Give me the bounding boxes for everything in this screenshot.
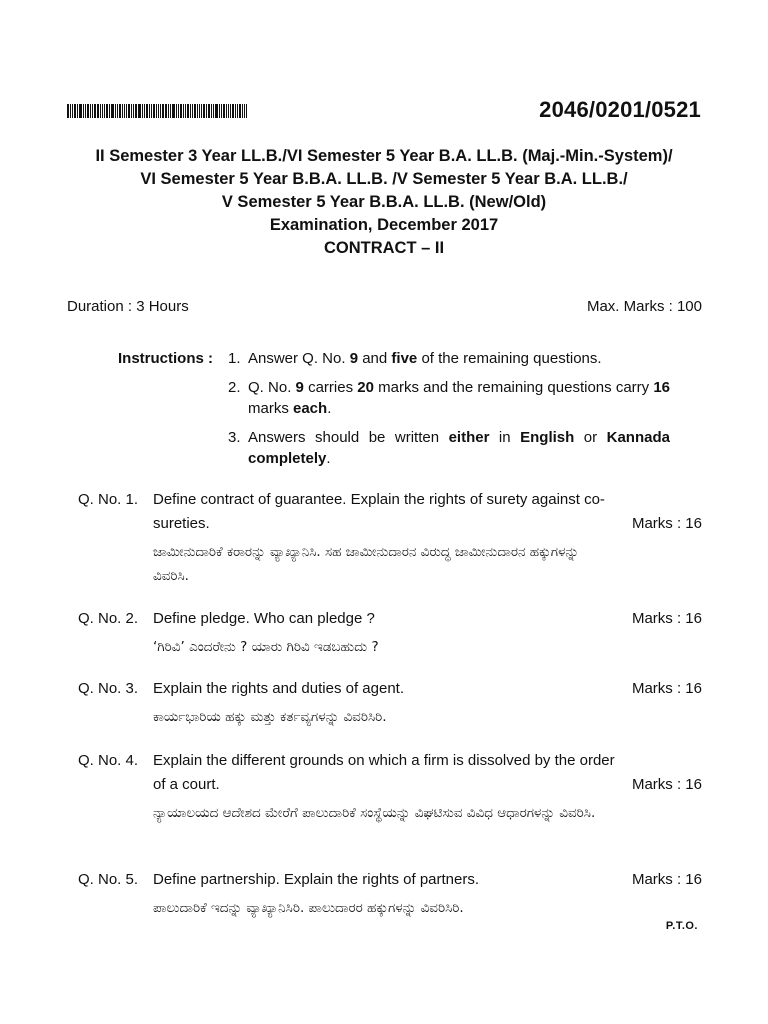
barcode-bar <box>124 104 125 118</box>
barcode-bar <box>176 104 177 118</box>
barcode-bar <box>244 104 245 118</box>
barcode-bar <box>144 104 145 118</box>
barcode-bar <box>77 104 78 118</box>
barcode-bar <box>79 104 82 118</box>
barcode-bar <box>235 104 236 118</box>
barcode-bar <box>221 104 222 118</box>
barcode-bar <box>138 104 141 118</box>
barcode-bar <box>149 104 150 118</box>
barcode-bar <box>185 104 186 118</box>
barcode-bar <box>232 104 234 118</box>
barcode-bar <box>158 104 159 118</box>
pto-note: P.T.O. <box>665 920 698 932</box>
barcode-bar <box>67 104 69 118</box>
barcode-bar <box>165 104 167 118</box>
barcode-bar <box>70 104 71 118</box>
instruction-item: 1. Answer Q. No. 9 and five of the remaining questions. <box>228 350 602 367</box>
barcode-bar <box>102 104 103 118</box>
barcode-bar <box>228 104 229 118</box>
question-text: Explain the rights and duties of agent. <box>153 680 405 697</box>
instructions-label: Instructions : <box>118 350 214 367</box>
barcode-bar <box>201 104 202 118</box>
barcode-bar <box>239 104 241 118</box>
barcode-bar <box>213 104 214 118</box>
barcode-bar <box>230 104 231 118</box>
barcode-bar <box>115 104 116 118</box>
barcode-bar <box>106 104 108 118</box>
instruction-item: 3. Answers should be written either in English or Kannada completely. <box>228 429 670 467</box>
question-text: Define partnership. Explain the rights of partners. <box>153 871 480 888</box>
barcode-bar <box>178 104 179 118</box>
exam-meta <box>67 298 702 315</box>
barcode-bar <box>117 104 118 118</box>
barcode-bar <box>151 104 152 118</box>
barcode-bar <box>162 104 164 118</box>
marks: Marks : 16 <box>631 680 702 697</box>
question-text: Define contract of guarantee. Explain the rights of surety against co-sureties. <box>153 491 605 532</box>
question-text: Explain the different grounds on which a firm is dissolved by the order of a court. <box>153 752 615 793</box>
question-text-kannada: ಜಾಮೀನುದಾರಿಕೆ ಕರಾರನ್ನು ವ್ಯಾಖ್ಯಾನಿಸಿ. ಸಹ ಜಾಮೀನುದಾರನ ವಿರುದ್ಧ ಜಾಮೀನುದಾರನ ಹಕ್ಕುಗಳನ್ನು ವಿವರಿಸಿ. <box>153 544 580 584</box>
barcode-bar <box>160 104 161 118</box>
question-text-kannada: ‘ಗಿರಿವಿ’ ಎಂದರೇನು ? ಯಾರು ಗಿರಿವಿ ಇಡಬಹುದು ? <box>153 639 379 655</box>
barcode-bar <box>85 104 86 118</box>
barcode-bar <box>119 104 121 118</box>
barcode-bar <box>208 104 210 118</box>
barcode-bar <box>187 104 189 118</box>
barcode-bar <box>237 104 238 118</box>
barcode-bar <box>97 104 99 118</box>
barcode-bar <box>223 104 225 118</box>
barcode-bar <box>194 104 196 118</box>
barcode-bar <box>90 104 91 118</box>
barcode-bar <box>126 104 127 118</box>
barcode-bar <box>122 104 123 118</box>
barcode-bar <box>72 104 73 118</box>
barcode-bar <box>153 104 155 118</box>
barcode-bar <box>131 104 132 118</box>
exam-heading <box>30 145 738 260</box>
marks: Marks : 16 <box>631 515 702 532</box>
barcode-bar <box>83 104 84 118</box>
barcode-bar <box>203 104 205 118</box>
barcode-bar <box>215 104 218 118</box>
heading-line: II Semester 3 Year LL.B./VI Semester 5 Year B.A. LL.B. (Maj.-Min.-System)/ <box>95 147 673 165</box>
instruction-item: 2. Q. No. 9 carries 20 marks and the remaining questions carry 16 marks each. <box>228 379 671 417</box>
max-marks: Max. Marks : 100 <box>586 298 702 315</box>
subject-title: CONTRACT – II <box>323 239 445 257</box>
barcode-bar <box>94 104 96 118</box>
barcode-bar <box>146 104 148 118</box>
barcode-bar <box>111 104 114 118</box>
barcode-bar <box>199 104 200 118</box>
barcode-bar <box>104 104 105 118</box>
barcode-bar <box>142 104 143 118</box>
barcode-bar <box>190 104 191 118</box>
barcode-bar <box>87 104 89 118</box>
barcode-bar <box>197 104 198 118</box>
exam-date: Examination, December 2017 <box>269 216 499 234</box>
barcode-bar <box>242 104 243 118</box>
barcode-bar <box>219 104 220 118</box>
question-text: Define pledge. Who can pledge ? <box>153 610 375 627</box>
barcode-bar <box>133 104 134 118</box>
heading-line: V Semester 5 Year B.B.A. LL.B. (New/Old) <box>221 193 547 211</box>
barcode-bar <box>246 104 247 118</box>
barcode-bar <box>192 104 193 118</box>
barcode-bar <box>128 104 130 118</box>
barcode-bar <box>170 104 171 118</box>
barcode-bar <box>206 104 207 118</box>
marks: Marks : 16 <box>631 610 702 627</box>
marks: Marks : 16 <box>631 871 702 888</box>
heading-line: VI Semester 5 Year B.B.A. LL.B. /V Semester 5 Year B.A. LL.B./ <box>140 170 628 188</box>
barcode-bar <box>100 104 101 118</box>
barcode-bar <box>156 104 157 118</box>
question-text-kannada: ಕಾರ್ಯಭಾರಿಯ ಹಕ್ಕು ಮತ್ತು ಕರ್ತವ್ಯಗಳನ್ನು ವಿವರಿಸಿರಿ. <box>153 709 387 725</box>
barcode-bar <box>109 104 110 118</box>
question-text-kannada: ಪಾಲುದಾರಿಕೆ ಇದನ್ನು ವ್ಯಾಖ್ಯಾನಿಸಿರಿ. ಪಾಲುದಾರರ ಹಕ್ಕುಗಳನ್ನು ವಿವರಿಸಿರಿ. <box>153 900 464 916</box>
barcode-bar <box>183 104 184 118</box>
duration: Duration : 3 Hours <box>67 298 189 315</box>
barcode-bar <box>211 104 212 118</box>
marks: Marks : 16 <box>631 776 702 793</box>
barcode-bar <box>168 104 169 118</box>
barcode-bar <box>92 104 93 118</box>
question-text-kannada: ನ್ಯಾಯಾಲಯದ ಆದೇಶದ ಮೇರೆಗೆ ಪಾಲುದಾರಿಕೆ ಸಂಸ್ಥೆಯನ್ನು ವಿಘಟಿಸುವ ವಿವಿಧ ಆಧಾರಗಳನ್ನು ವಿವರಿಸಿ. <box>153 805 596 821</box>
exam-page: 2046/0201/0521 II Semester 3 Year LL.B./VI Semester 5 Year B.A. LL.B. (Maj.-Min.-System)/ VI Semester 5 Year B.B.A. LL.B. /V Semester 5 Year B.A. LL.B./ V Semester 5 Year B.B.A. LL.B. (New/Old) Examination, December 2017 CONTRACT – II Duration : 3 Hours Max. Marks : 100 Instructions : 1. Answer Q. No. 9 and five of the remaining questions. 2. Q. No. 9 carries 20 marks and the remaining questions carry 16 marks each. 3. Answers should be written either in English or Kannada completely. Q. No. 1. Define contract of guarantee. Explain the rights of surety against co-sureties. ಜಾಮೀನುದಾರಿಕೆ ಕರಾರನ್ನು ವ್ಯಾಖ್ಯಾನಿಸಿ. ಸಹ ಜಾಮೀನುದಾರನ ವಿರುದ್ಧ ಜಾಮೀನುದಾರನ ಹಕ್ಕುಗಳನ್ನು ವಿವರಿಸಿ. Marks : 16 Q. No. 2. Define pledge. Who can pledge ? ‘ಗಿರಿವಿ’ ಎಂದರೇನು ? ಯಾರು ಗಿರಿವಿ ಇಡಬಹುದು ? Marks : 16 Q. No. 3. Explain the rights and duties of agent. ಕಾರ್ಯಭಾರಿಯ ಹಕ್ಕು ಮತ್ತು ಕರ್ತವ್ಯಗಳನ್ನು ವಿವರಿಸಿರಿ. Marks : 16 Q. No. 4. Explain the different grounds on which a firm is dissolved by the order of a court. ನ್ಯಾಯಾಲಯದ ಆದೇಶದ ಮೇರೆಗೆ ಪಾಲುದಾರಿಕೆ ಸಂಸ್ಥೆಯನ್ನು ವಿಘಟಿಸುವ ವಿವಿಧ ಆಧಾರಗಳನ್ನು ವಿವರಿಸಿ. Marks : 16 Q. No. 5. Define partnership. Explain the rights of partners. ಪಾಲುದಾರಿಕೆ ಇದನ್ನು ವ್ಯಾಖ್ಯಾನಿಸಿರಿ. ಪಾಲುದಾರರ ಹಕ್ಕುಗಳನ್ನು ವಿವರಿಸಿರಿ. Marks : 16 P.T.O. <box>0 0 768 1024</box>
barcode-bar <box>226 104 227 118</box>
barcode-bar <box>172 104 175 118</box>
barcode-bar <box>74 104 76 118</box>
barcode <box>67 104 271 118</box>
paper-code: 2046/0201/0521 <box>539 97 701 122</box>
barcode-bar <box>135 104 137 118</box>
barcode-bar <box>180 104 182 118</box>
